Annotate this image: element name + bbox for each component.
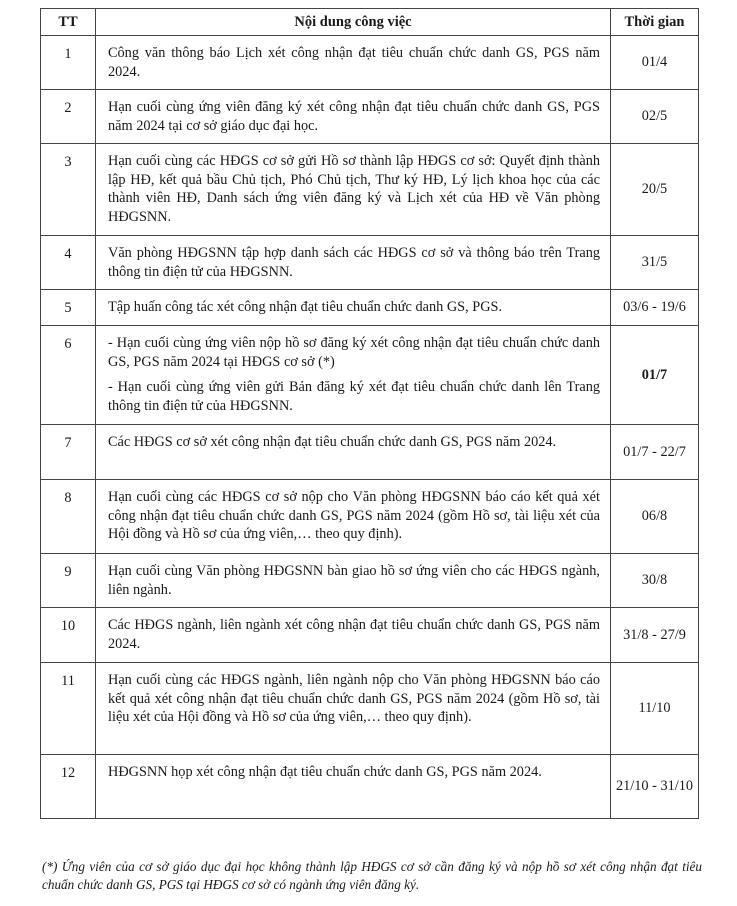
row-content	[96, 326, 611, 425]
table-row	[41, 90, 699, 144]
content-text: Các HĐGS cơ sở xét công nhận đạt tiêu chuẩn chức danh GS, PGS năm 2024.	[108, 434, 557, 450]
row-time: 11/10	[611, 663, 699, 755]
content-text: Các HĐGS ngành, liên ngành xét công nhận đạt tiêu chuẩn chức danh GS, PGS năm 2024.	[108, 617, 600, 652]
row-content	[96, 425, 611, 480]
content-text: Hạn cuối cùng các HĐGS cơ sở gửi Hồ sơ thành lập HĐGS cơ sở: Quyết định thành lập HĐ, kết quả bầu Chủ tịch, Phó Chủ tịch, Thư ký HĐ, Lý lịch khoa học của các thành viên HĐ, Danh sách ứng viên đăng ký và Lịch xét của HĐ về Văn phòng HĐGSNN.	[108, 153, 600, 225]
row-number: 6	[41, 326, 96, 425]
content-text: Hạn cuối cùng các HĐGS ngành, liên ngành nộp cho Văn phòng HĐGSNN báo cáo kết quả xét công nhận đạt tiêu chuẩn chức danh GS, PGS năm 2024 (gồm Hồ sơ, tài liệu xét của Hội đồng và Hồ sơ của ứng viên,… theo quy định).	[108, 672, 600, 725]
row-content	[96, 480, 611, 554]
header-time: Thời gian	[611, 9, 699, 36]
row-number: 10	[41, 608, 96, 663]
table-row	[41, 144, 699, 236]
content-text: Hạn cuối cùng ứng viên đăng ký xét công nhận đạt tiêu chuẩn chức danh GS, PGS năm 2024 tại cơ sở giáo dục đại học.	[108, 99, 600, 134]
header-row	[41, 9, 699, 36]
row-number: 12	[41, 755, 96, 819]
row-number: 5	[41, 290, 96, 326]
table-row	[41, 326, 699, 425]
row-content	[96, 36, 611, 90]
content-text: Hạn cuối cùng Văn phòng HĐGSNN bàn giao hồ sơ ứng viên cho các HĐGS ngành, liên ngành.	[108, 563, 600, 598]
row-time: 01/7	[611, 326, 699, 425]
row-number: 8	[41, 480, 96, 554]
row-number: 2	[41, 90, 96, 144]
content-text: HĐGSNN họp xét công nhận đạt tiêu chuẩn chức danh GS, PGS năm 2024.	[108, 764, 542, 780]
content-text: - Hạn cuối cùng ứng viên gửi Bản đăng ký xét đạt tiêu chuẩn chức danh lên Trang thông tin điện tử của HĐGSNN.	[108, 379, 600, 414]
row-number: 4	[41, 236, 96, 290]
row-time: 30/8	[611, 554, 699, 608]
row-time: 31/5	[611, 236, 699, 290]
table-row	[41, 290, 699, 326]
header-tt: TT	[41, 9, 96, 36]
row-time: 01/7 - 22/7	[611, 425, 699, 480]
row-time: 01/4	[611, 36, 699, 90]
row-content	[96, 663, 611, 755]
row-content	[96, 236, 611, 290]
content-text: - Hạn cuối cùng ứng viên nộp hồ sơ đăng ký xét công nhận đạt tiêu chuẩn chức danh GS, PGS năm 2024 tại HĐGS cơ sở (*)	[108, 335, 600, 370]
row-time: 03/6 - 19/6	[611, 290, 699, 326]
table-row	[41, 236, 699, 290]
row-time: 21/10 - 31/10	[611, 755, 699, 819]
content-text: Tập huấn công tác xét công nhận đạt tiêu chuẩn chức danh GS, PGS.	[108, 299, 503, 315]
row-content	[96, 90, 611, 144]
row-time: 06/8	[611, 480, 699, 554]
row-content	[96, 144, 611, 236]
footnote: (*) Ứng viên của cơ sở giáo dục đại học không thành lập HĐGS cơ sở cần đăng ký và nộp hồ sơ xét công nhận đạt tiêu chuẩn chức danh GS, PGS tại HĐGS cơ sở có ngành ứng viên đăng ký.	[42, 859, 702, 892]
table-row	[41, 663, 699, 755]
row-content	[96, 290, 611, 326]
row-number: 1	[41, 36, 96, 90]
schedule-table	[40, 8, 699, 819]
row-content	[96, 554, 611, 608]
content-text: Văn phòng HĐGSNN tập hợp danh sách các HĐGS cơ sở và thông báo trên Trang thông tin điện tử của HĐGSNN.	[108, 245, 600, 280]
table-header	[41, 9, 699, 36]
row-number: 11	[41, 663, 96, 755]
row-time: 02/5	[611, 90, 699, 144]
table-row	[41, 480, 699, 554]
table-row	[41, 755, 699, 819]
content-text: Hạn cuối cùng các HĐGS cơ sở nộp cho Văn phòng HĐGSNN báo cáo kết quả xét công nhận đạt tiêu chuẩn chức danh GS, PGS năm 2024 (gồm Hồ sơ, tài liệu xét của Hội đồng và Hồ sơ của ứng viên,… theo quy định).	[108, 489, 600, 542]
row-number: 9	[41, 554, 96, 608]
row-time: 20/5	[611, 144, 699, 236]
row-content	[96, 755, 611, 819]
row-number: 7	[41, 425, 96, 480]
table-row	[41, 554, 699, 608]
row-content	[96, 608, 611, 663]
table-row	[41, 425, 699, 480]
table-row	[41, 608, 699, 663]
row-number: 3	[41, 144, 96, 236]
row-time: 31/8 - 27/9	[611, 608, 699, 663]
table-body	[41, 36, 699, 819]
content-text: Công văn thông báo Lịch xét công nhận đạt tiêu chuẩn chức danh GS, PGS năm 2024.	[108, 45, 600, 80]
table-row	[41, 36, 699, 90]
header-content: Nội dung công việc	[96, 9, 611, 36]
